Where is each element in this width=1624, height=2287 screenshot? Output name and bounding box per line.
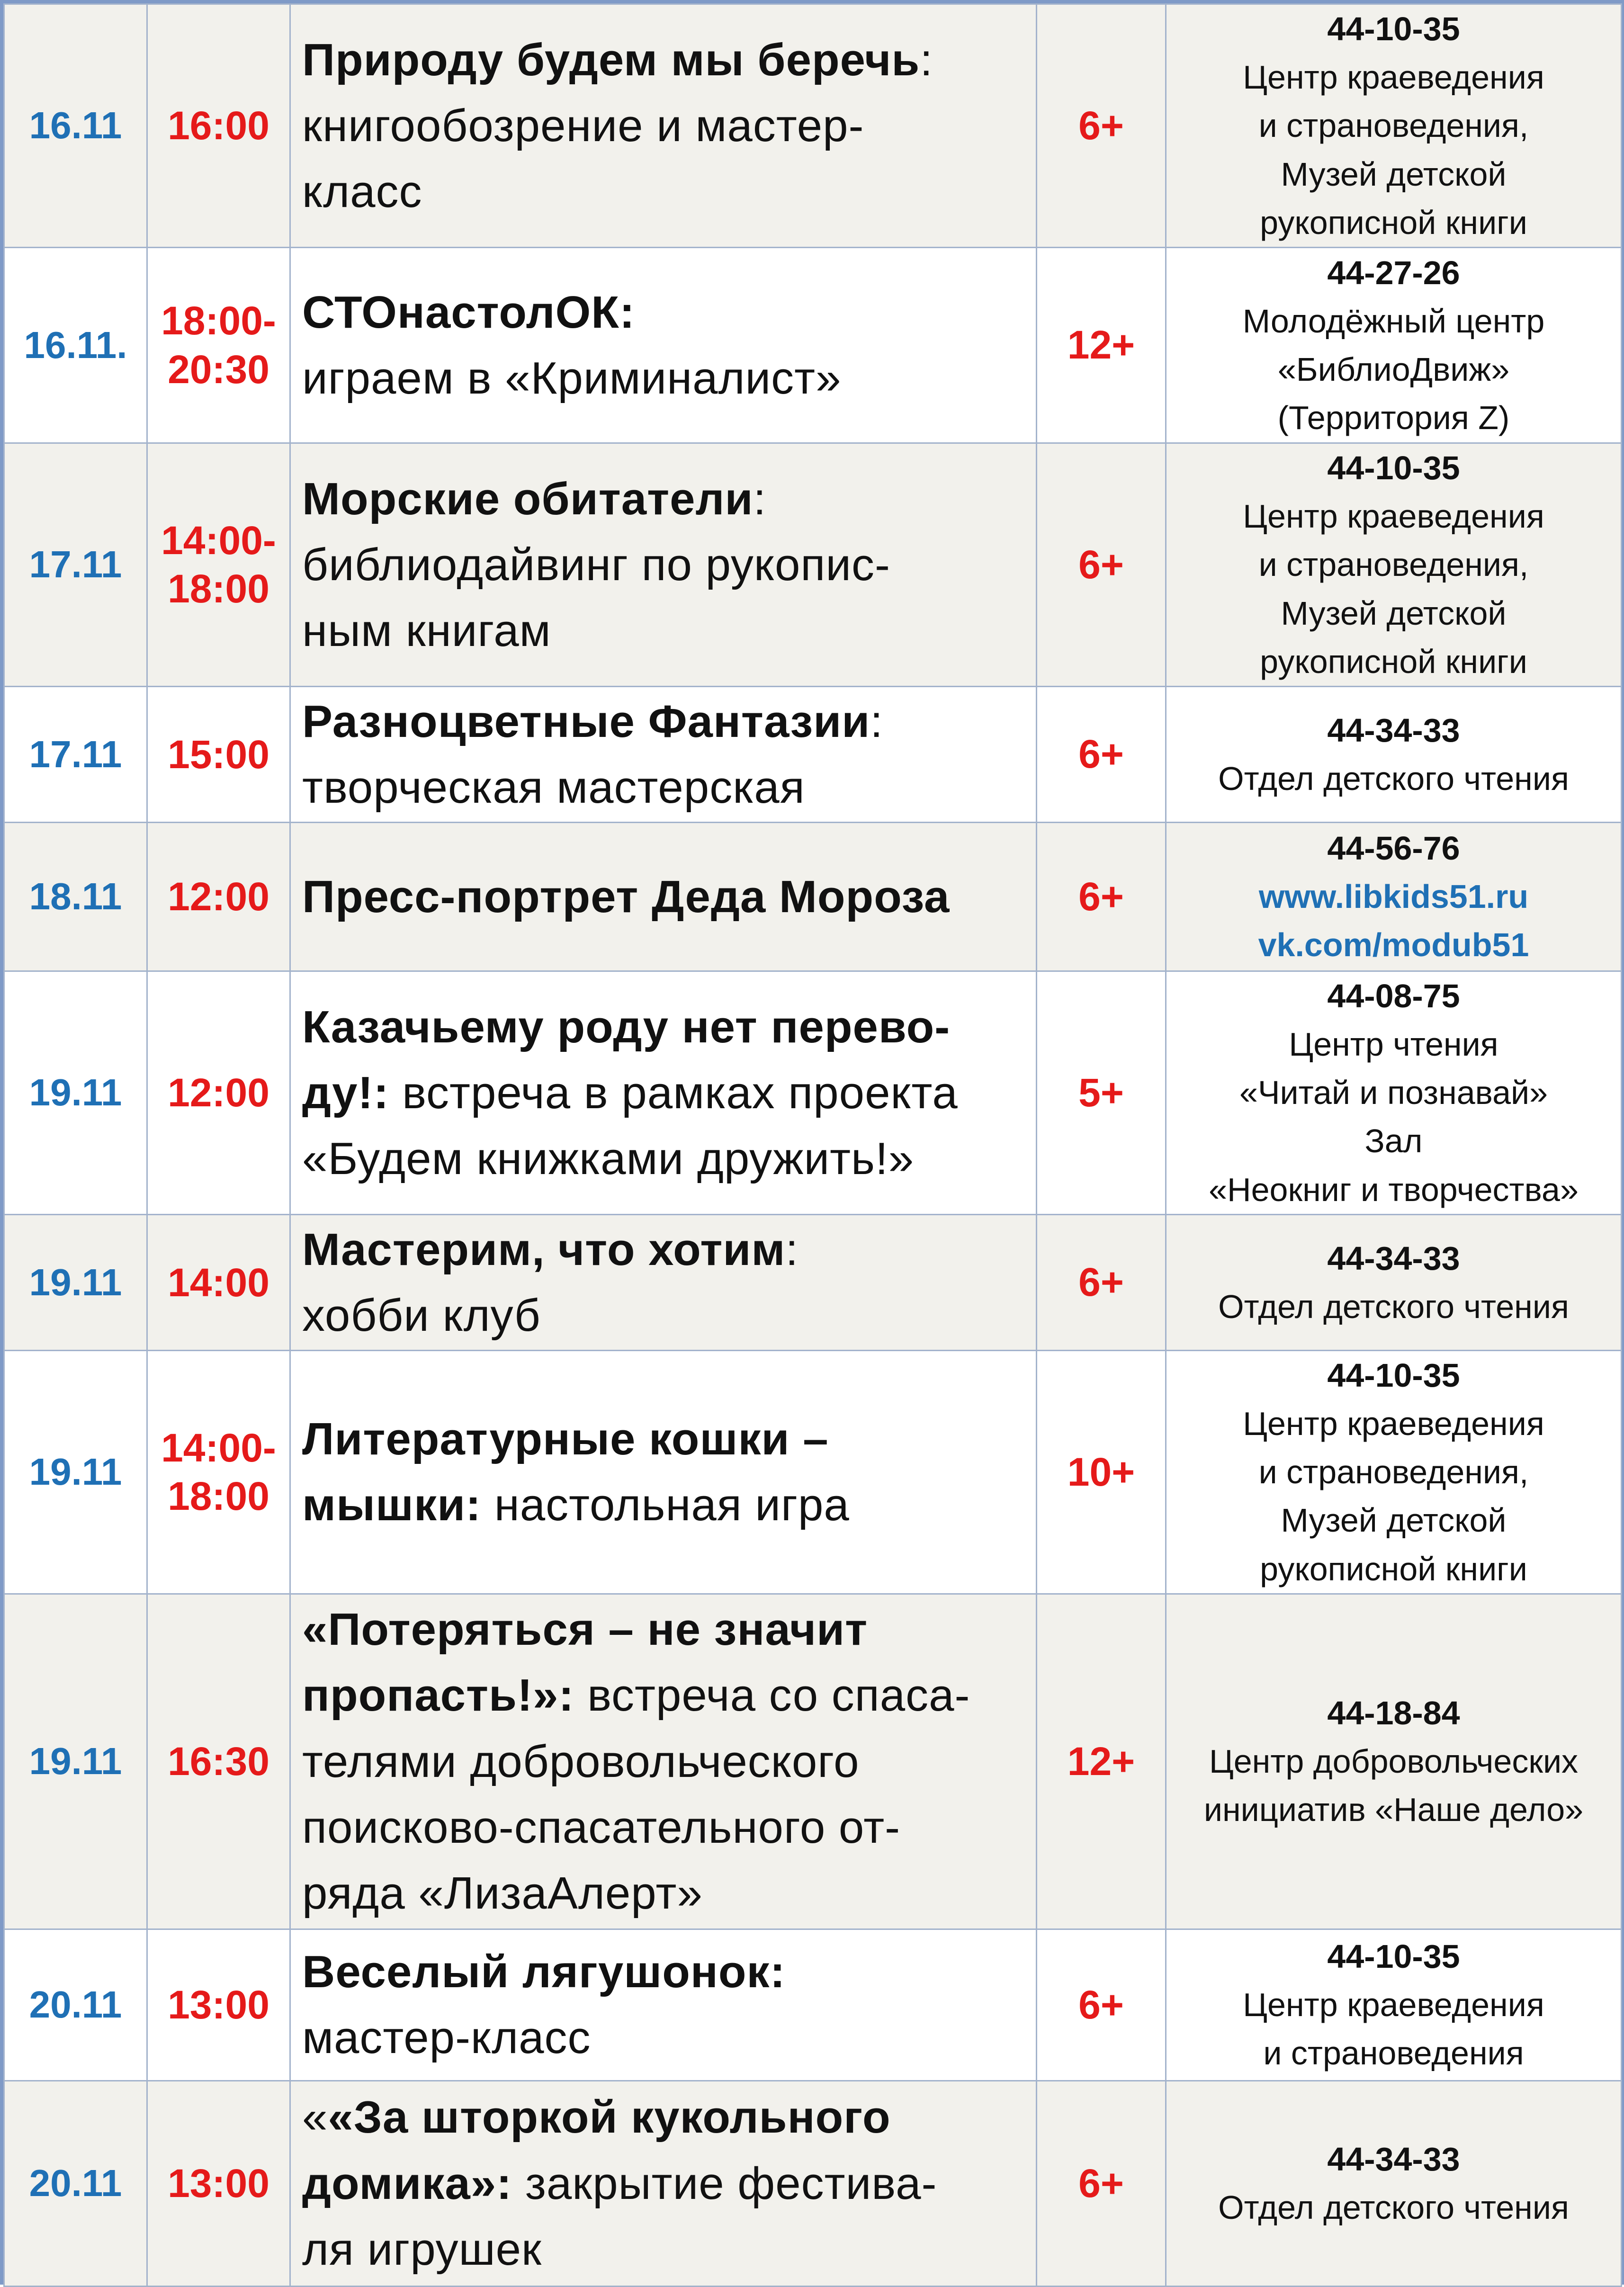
- event-title: [290, 971, 1037, 1214]
- contact-phone: 44-56-76: [1327, 830, 1460, 867]
- venue-line: рукописной книги: [1260, 1550, 1527, 1587]
- event-title-bold: Пресс-портрет Деда Мороза: [302, 871, 950, 922]
- event-contact: [1166, 1594, 1622, 1929]
- vk-link[interactable]: vk.com/modub51: [1258, 926, 1529, 964]
- event-title-text: хобби клуб: [302, 1290, 541, 1341]
- event-date: 20.11: [4, 2081, 147, 2286]
- age-rating: 6+: [1037, 822, 1166, 971]
- website-link[interactable]: www.libkids51.ru: [1258, 878, 1529, 915]
- event-title-text: встреча со спаса-: [574, 1670, 970, 1721]
- event-title: [290, 247, 1037, 443]
- event-time-line: 12:00: [168, 1070, 269, 1115]
- event-time: [147, 686, 290, 822]
- event-title-text: встреча в рамках проекта: [389, 1067, 958, 1118]
- venue-line: Музей детской: [1281, 155, 1507, 193]
- event-title: [290, 1214, 1037, 1350]
- event-title: [290, 443, 1037, 686]
- venue-line: Центр краеведения: [1243, 1405, 1544, 1442]
- venue-line: и страноведения: [1263, 2035, 1524, 2072]
- event-title-bold: Веселый лягушонок:: [302, 1946, 786, 1998]
- event-date: 16.11: [4, 4, 147, 248]
- event-date: 17.11: [4, 686, 147, 822]
- age-rating: 10+: [1037, 1350, 1166, 1594]
- event-title-text: творческая мастерская: [302, 762, 805, 813]
- age-rating: 6+: [1037, 4, 1166, 248]
- venue-line: «БиблиоДвиж»: [1277, 350, 1510, 388]
- event-time-line: 16:30: [168, 1739, 269, 1784]
- event-title-bold: ду!:: [302, 1067, 389, 1118]
- event-title-bold: домика»:: [302, 2158, 512, 2209]
- venue-line: Зал: [1364, 1122, 1423, 1160]
- event-row: [4, 686, 1622, 822]
- event-time-line: 20:30: [168, 347, 269, 392]
- event-contact: [1166, 1214, 1622, 1350]
- event-title-bold: мышки:: [302, 1480, 482, 1531]
- event-title: [290, 686, 1037, 822]
- event-title-text: ля игрушек: [302, 2224, 542, 2275]
- event-title-text: «: [302, 2092, 328, 2143]
- event-time-line: 13:00: [168, 1982, 269, 2027]
- event-time: [147, 822, 290, 971]
- event-time-line: 13:00: [168, 2161, 269, 2206]
- age-rating: 6+: [1037, 1214, 1166, 1350]
- venue-line: и страноведения,: [1258, 107, 1529, 144]
- event-time: [147, 1929, 290, 2081]
- event-row: [4, 1929, 1622, 2081]
- event-title: [290, 1350, 1037, 1594]
- contact-phone: 44-34-33: [1327, 1239, 1460, 1277]
- event-title-bold: «Потеряться – не значит: [302, 1604, 868, 1655]
- venue-line: Центр краеведения: [1243, 59, 1544, 96]
- age-rating: 12+: [1037, 1594, 1166, 1929]
- event-row: [4, 4, 1622, 248]
- event-title-bold: Разноцветные Фантазии: [302, 696, 870, 747]
- event-title-text: играем в «Криминалист»: [302, 352, 842, 404]
- venue-line: Молодёжный центр: [1242, 302, 1545, 340]
- event-title-text: ным книгам: [302, 605, 551, 656]
- event-contact: [1166, 4, 1622, 248]
- event-time: [147, 1350, 290, 1594]
- venue-line: Отдел детского чтения: [1218, 760, 1569, 797]
- event-row: [4, 1594, 1622, 1929]
- event-row: [4, 2081, 1622, 2286]
- venue-line: инициатив «Наше дело»: [1203, 1791, 1584, 1829]
- contact-phone: 44-34-33: [1327, 711, 1460, 749]
- event-date: 19.11: [4, 1594, 147, 1929]
- event-row: [4, 1214, 1622, 1350]
- age-rating: 12+: [1037, 247, 1166, 443]
- venue-line: Музей детской: [1281, 1502, 1507, 1539]
- age-rating: 6+: [1037, 1929, 1166, 2081]
- event-schedule-table: [3, 3, 1622, 2287]
- venue-line: Отдел детского чтения: [1218, 1288, 1569, 1325]
- event-title-text: класс: [302, 166, 422, 217]
- event-date: 18.11: [4, 822, 147, 971]
- event-title-text: настольная игра: [481, 1480, 850, 1531]
- event-time: [147, 4, 290, 248]
- event-title-text: поисково-спасательного от-: [302, 1802, 901, 1853]
- event-title-text: мастер-класс: [302, 2012, 591, 2063]
- event-time-line: 12:00: [168, 874, 269, 919]
- venue-line: рукописной книги: [1260, 204, 1527, 241]
- event-title-bold: Казачьему роду нет перево-: [302, 1001, 951, 1052]
- event-contact: [1166, 443, 1622, 686]
- venue-line: Центр чтения: [1289, 1026, 1498, 1063]
- event-time-line: 16:00: [168, 103, 269, 148]
- venue-line: (Территория Z): [1277, 399, 1510, 437]
- event-time: [147, 1594, 290, 1929]
- event-title-text: :: [753, 473, 767, 524]
- event-time: [147, 443, 290, 686]
- event-time-line: 18:00-: [161, 298, 276, 343]
- event-time: [147, 2081, 290, 2286]
- event-contact: [1166, 1350, 1622, 1594]
- contact-phone: 44-08-75: [1327, 977, 1460, 1014]
- event-title-bold: пропасть!»:: [302, 1670, 574, 1721]
- event-title: [290, 4, 1037, 248]
- venue-line: Центр краеведения: [1243, 1986, 1544, 2024]
- event-row: [4, 1350, 1622, 1594]
- event-date: 20.11: [4, 1929, 147, 2081]
- event-date: 19.11: [4, 971, 147, 1214]
- contact-phone: 44-18-84: [1327, 1694, 1460, 1731]
- event-title-text: закрытие фестива-: [512, 2158, 937, 2209]
- venue-line: «Неокниг и творчества»: [1209, 1171, 1579, 1208]
- age-rating: 5+: [1037, 971, 1166, 1214]
- event-title-text: библиодайвинг по рукопис-: [302, 539, 890, 590]
- venue-line: Отдел детского чтения: [1218, 2189, 1569, 2226]
- event-title-text: книгообозрение и мастер-: [302, 100, 864, 151]
- event-time-line: 18:00: [168, 566, 269, 611]
- event-title: [290, 822, 1037, 971]
- age-rating: 6+: [1037, 443, 1166, 686]
- venue-line: Центр добровольческих: [1209, 1743, 1579, 1780]
- event-title-text: телями добровольческого: [302, 1736, 860, 1787]
- event-title-text: :: [785, 1224, 799, 1275]
- event-title-bold: Морские обитатели: [302, 473, 754, 524]
- event-date: 19.11: [4, 1350, 147, 1594]
- event-contact: [1166, 822, 1622, 971]
- contact-phone: 44-27-26: [1327, 254, 1460, 291]
- event-time: [147, 247, 290, 443]
- contact-phone: 44-10-35: [1327, 10, 1460, 47]
- event-date: 19.11: [4, 1214, 147, 1350]
- event-title-text: ряда «ЛизаАлерт»: [302, 1868, 703, 1919]
- event-contact: [1166, 1929, 1622, 2081]
- event-time-line: 18:00: [168, 1474, 269, 1519]
- event-time-line: 14:00: [168, 1260, 269, 1305]
- event-row: [4, 971, 1622, 1214]
- event-title-bold: Природу будем мы беречь: [302, 34, 920, 85]
- event-title: [290, 2081, 1037, 2286]
- event-row: [4, 443, 1622, 686]
- contact-phone: 44-10-35: [1327, 1937, 1460, 1975]
- event-contact: [1166, 971, 1622, 1214]
- event-contact: [1166, 686, 1622, 822]
- venue-line: и страноведения,: [1258, 546, 1529, 583]
- event-title-text: :: [920, 34, 933, 85]
- event-time-line: 14:00-: [161, 518, 276, 563]
- age-rating: 6+: [1037, 686, 1166, 822]
- event-row: [4, 247, 1622, 443]
- venue-line: «Читай и познавай»: [1239, 1074, 1548, 1112]
- event-title-text: «Будем книжками дружить!»: [302, 1133, 915, 1184]
- event-title: [290, 1929, 1037, 2081]
- venue-line: рукописной книги: [1260, 643, 1527, 680]
- event-row: [4, 822, 1622, 971]
- event-time-line: 14:00-: [161, 1425, 276, 1470]
- event-contact: [1166, 247, 1622, 443]
- age-rating: 6+: [1037, 2081, 1166, 2286]
- venue-line: и страноведения,: [1258, 1453, 1529, 1491]
- contact-phone: 44-34-33: [1327, 2141, 1460, 2178]
- event-time: [147, 971, 290, 1214]
- event-contact: [1166, 2081, 1622, 2286]
- event-date: 17.11: [4, 443, 147, 686]
- contact-phone: 44-10-35: [1327, 1356, 1460, 1394]
- event-title-bold: Литературные кошки –: [302, 1414, 829, 1465]
- venue-line: Центр краеведения: [1243, 498, 1544, 535]
- event-title: [290, 1594, 1037, 1929]
- event-title-bold: «За шторкой кукольного: [328, 2092, 891, 2143]
- event-time-line: 15:00: [168, 732, 269, 777]
- event-date: 16.11.: [4, 247, 147, 443]
- event-title-bold: СТОнастолОК:: [302, 287, 635, 338]
- event-title-bold: Мастерим, что хотим: [302, 1224, 786, 1275]
- event-title-text: :: [870, 696, 883, 747]
- contact-phone: 44-10-35: [1327, 449, 1460, 486]
- venue-line: Музей детской: [1281, 594, 1507, 632]
- event-time: [147, 1214, 290, 1350]
